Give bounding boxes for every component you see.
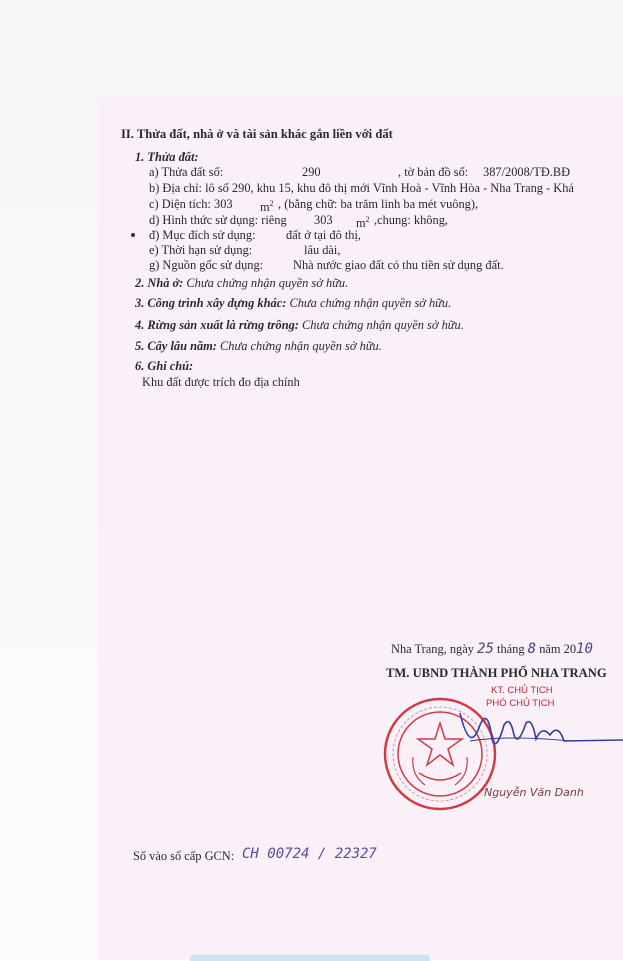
place-date: Nha Trang, ngày 25 tháng 8 năm 2010: [391, 641, 593, 657]
forest-row: [135, 318, 464, 332]
construction-heading: 3. Công trình xây dựng khác:: [135, 296, 287, 310]
construction-row: [135, 296, 451, 310]
usage-form-label: d) Hình thức sử dụng: riêng: [149, 213, 287, 227]
purpose-value: đất ở tại đô thị,: [286, 228, 362, 242]
registry-label: Số vào sổ cấp GCN:: [133, 849, 235, 863]
house-row: [135, 276, 348, 290]
check-mark: [131, 233, 135, 237]
area-unit: $m^2$: [260, 199, 274, 215]
area-in-words: , (bằng chữ: ba trăm linh ba mét vuông),: [278, 197, 479, 211]
scroll-indicator: [190, 955, 430, 961]
stamp-title-2: PHÓ CHỦ TỊCH: [486, 698, 555, 709]
duration-label: e) Thời hạn sử dụng:: [149, 243, 253, 257]
origin-label: g) Nguồn gốc sử dụng:: [149, 258, 264, 272]
note-heading: 6. Ghi chú:: [135, 359, 194, 373]
address-line: b) Địa chỉ: lô số 290, khu 15, khu đô thị mới Vĩnh Hoà - Vĩnh Hòa - Nha Trang - Khá: [149, 181, 574, 195]
forest-value: Chưa chứng nhận quyền sở hữu.: [302, 318, 464, 332]
perennial-value: Chưa chứng nhận quyền sở hữu.: [220, 339, 382, 353]
area-label: c) Diện tích: 303: [149, 197, 233, 211]
usage-form-common: ,chung: không,: [374, 213, 448, 227]
issuing-authority: TM. UBND THÀNH PHỐ NHA TRANG: [386, 666, 607, 680]
house-heading: 2. Nhà ở:: [135, 276, 184, 290]
house-value: Chưa chứng nhận quyền sở hữu.: [186, 276, 349, 290]
signer-name: Nguyễn Văn Danh: [484, 786, 584, 799]
map-sheet-value: 387/2008/TĐ.BĐ: [483, 165, 571, 179]
duration-value: lâu dài,: [304, 243, 341, 257]
parcel-number-label: a) Thửa đất số:: [149, 165, 224, 179]
perennial-heading: 5. Cây lâu năm:: [135, 339, 217, 353]
map-sheet-label: , tờ bản đồ số:: [398, 165, 469, 179]
construction-value: Chưa chứng nhận quyền sở hữu.: [289, 296, 452, 310]
stamp-title-1: KT. CHỦ TỊCH: [491, 685, 553, 696]
note-value: Khu đất được trích đo địa chính: [142, 375, 300, 389]
forest-heading: 4. Rừng sản xuất là rừng trồng:: [135, 318, 299, 332]
signature-icon: [440, 695, 623, 775]
usage-form-unit: $m^2$: [356, 215, 370, 231]
land-heading: 1. Thửa đất:: [135, 150, 199, 164]
perennial-row: [135, 339, 382, 353]
registry-number: CH 00724 / 22327: [242, 846, 377, 862]
usage-form-value: 303: [314, 213, 333, 227]
parcel-number-value: 290: [302, 165, 321, 179]
section-title: II. Thửa đất, nhà ở và tài sản khác gắn liền với đất: [121, 127, 393, 141]
origin-value: Nhà nước giao đất có thu tiền sử dụng đất.: [293, 258, 504, 272]
purpose-label: đ) Mục đích sử dụng:: [149, 228, 256, 242]
